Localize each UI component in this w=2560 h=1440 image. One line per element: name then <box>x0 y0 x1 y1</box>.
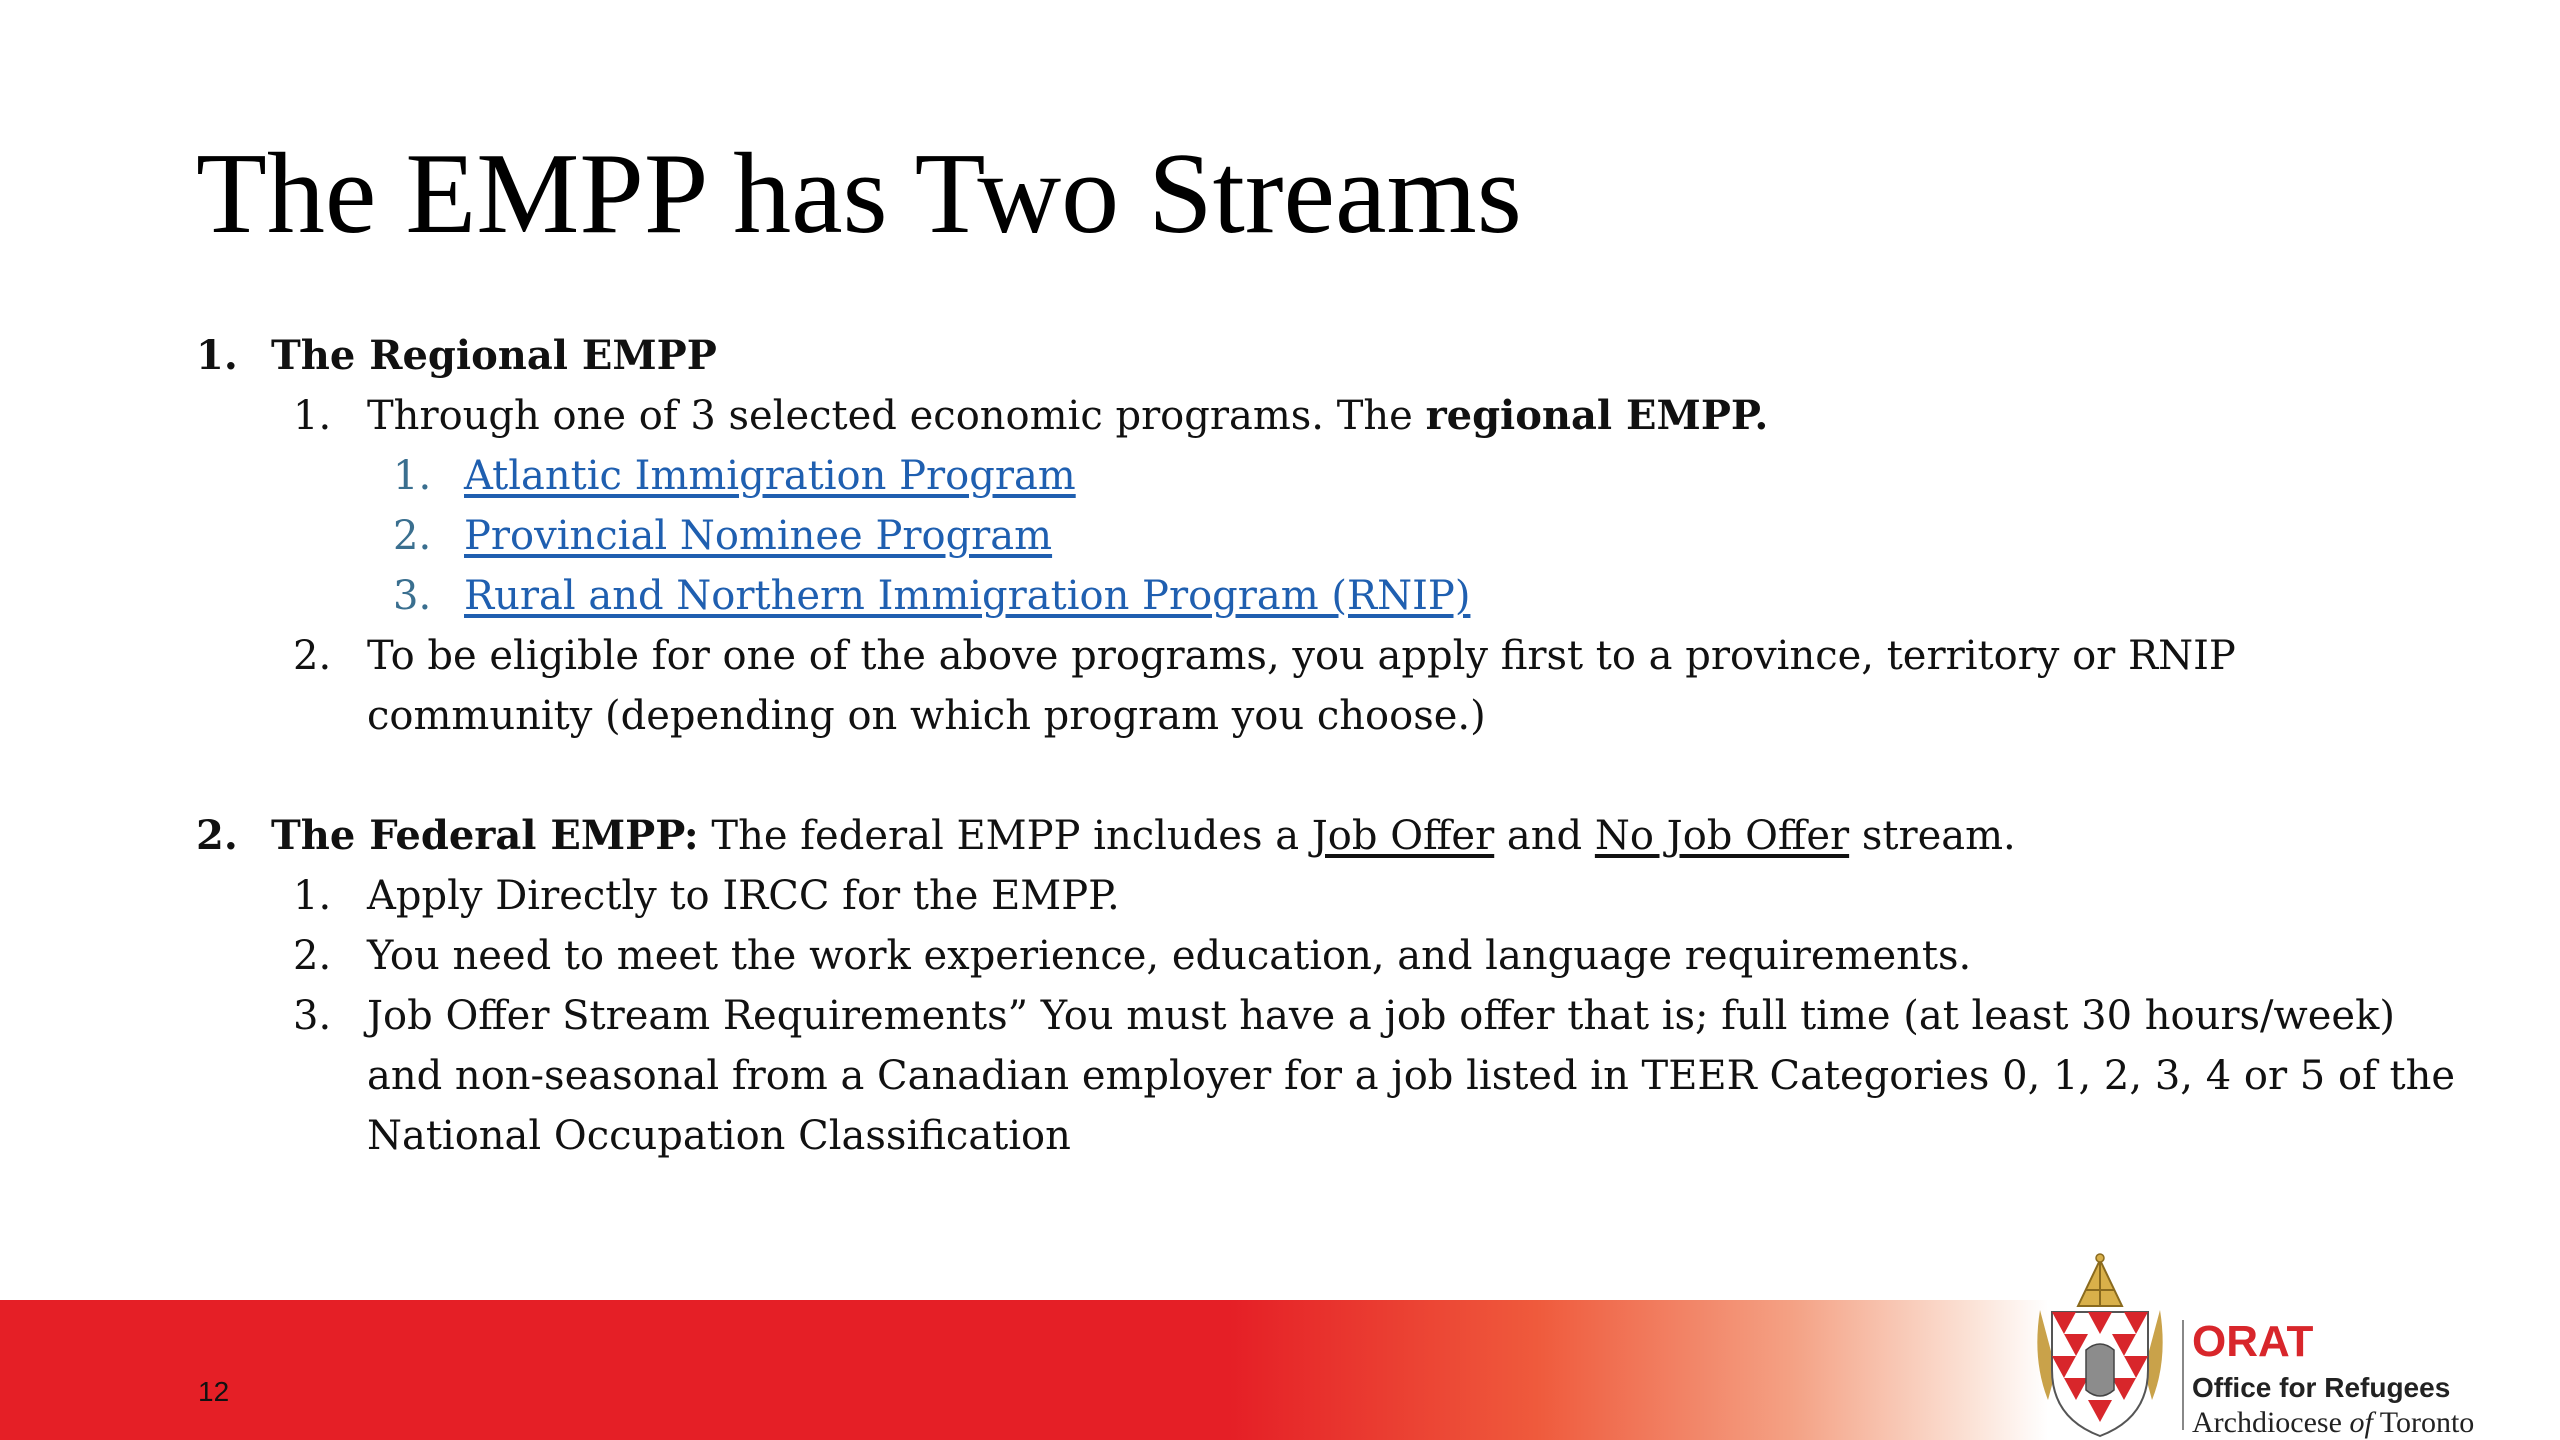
list-text: You need to meet the work experience, education, and language requirements. <box>367 933 1972 979</box>
federal-intro-end: stream. <box>1849 813 2016 859</box>
list-number: 3. <box>293 993 332 1039</box>
list-text: Apply Directly to IRCC for the EMPP. <box>367 873 1120 919</box>
federal-intro: The federal EMPP includes a <box>698 813 1312 859</box>
job-offer-text: Job Offer <box>1311 813 1495 859</box>
spacer <box>196 746 2456 806</box>
list-item-federal-empp <box>196 806 2456 866</box>
list-number: 1. <box>293 393 332 439</box>
list-item-program <box>196 446 2456 506</box>
federal-heading: The Federal EMPP: <box>271 812 699 859</box>
logo-line2-of: of <box>2349 1406 2373 1439</box>
logo-line2-a: Archdiocese <box>2192 1406 2350 1439</box>
list-item-program <box>196 566 2456 626</box>
logo-office-name: Office for Refugees <box>2192 1372 2451 1403</box>
list-number: 3. <box>393 573 432 619</box>
logo-acronym: ORAT <box>2192 1317 2314 1366</box>
list-number: 1. <box>393 453 432 499</box>
list-text-bold: regional EMPP. <box>1425 392 1769 439</box>
archdiocese-crest-icon <box>2030 1250 2170 1440</box>
federal-intro-and: and <box>1494 813 1595 859</box>
list-item-regional-empp <box>196 326 2456 386</box>
regional-heading: The Regional EMPP <box>271 332 717 379</box>
list-item <box>196 626 2456 746</box>
list-item <box>196 866 2456 926</box>
no-job-offer-text: No Job Offer <box>1594 813 1850 859</box>
slide-content <box>196 326 2456 1166</box>
logo-archdiocese-name <box>2192 1406 2474 1440</box>
logo-divider <box>2182 1320 2184 1430</box>
list-number: 1. <box>293 873 332 919</box>
list-number: 1. <box>196 332 238 379</box>
list-number: 2. <box>196 812 238 859</box>
link-provincial-nominee-program[interactable]: Provincial Nominee Program <box>464 513 1053 559</box>
logo-line2-b: Toronto <box>2372 1406 2475 1439</box>
list-number: 2. <box>393 513 432 559</box>
list-item <box>196 386 2456 446</box>
orat-logo <box>2030 1250 2530 1440</box>
link-atlantic-immigration-program[interactable]: Atlantic Immigration Program <box>464 453 1076 499</box>
page-number: 12 <box>198 1376 230 1407</box>
list-item <box>196 926 2456 986</box>
list-text: To be eligible for one of the above programs, you apply first to a province, territory or RNIP community (depending on which program you choose.) <box>367 633 2236 739</box>
list-item <box>196 986 2456 1166</box>
list-number: 2. <box>293 933 332 979</box>
list-text: Job Offer Stream Requirements” You must have a job offer that is; full time (at least 30 hours/week) and non-seasonal from a Canadian employer for a job listed in TEER Categories 0, 1, 2, 3, 4 or 5 of the National Occupation Classification <box>367 993 2456 1159</box>
slide-title: The EMPP has Two Streams <box>196 130 1522 258</box>
link-rnip-program[interactable]: Rural and Northern Immigration Program (RNIP) <box>464 573 1471 619</box>
list-number: 2. <box>293 633 332 679</box>
list-text: Through one of 3 selected economic programs. The <box>367 393 1426 439</box>
list-item-program <box>196 506 2456 566</box>
